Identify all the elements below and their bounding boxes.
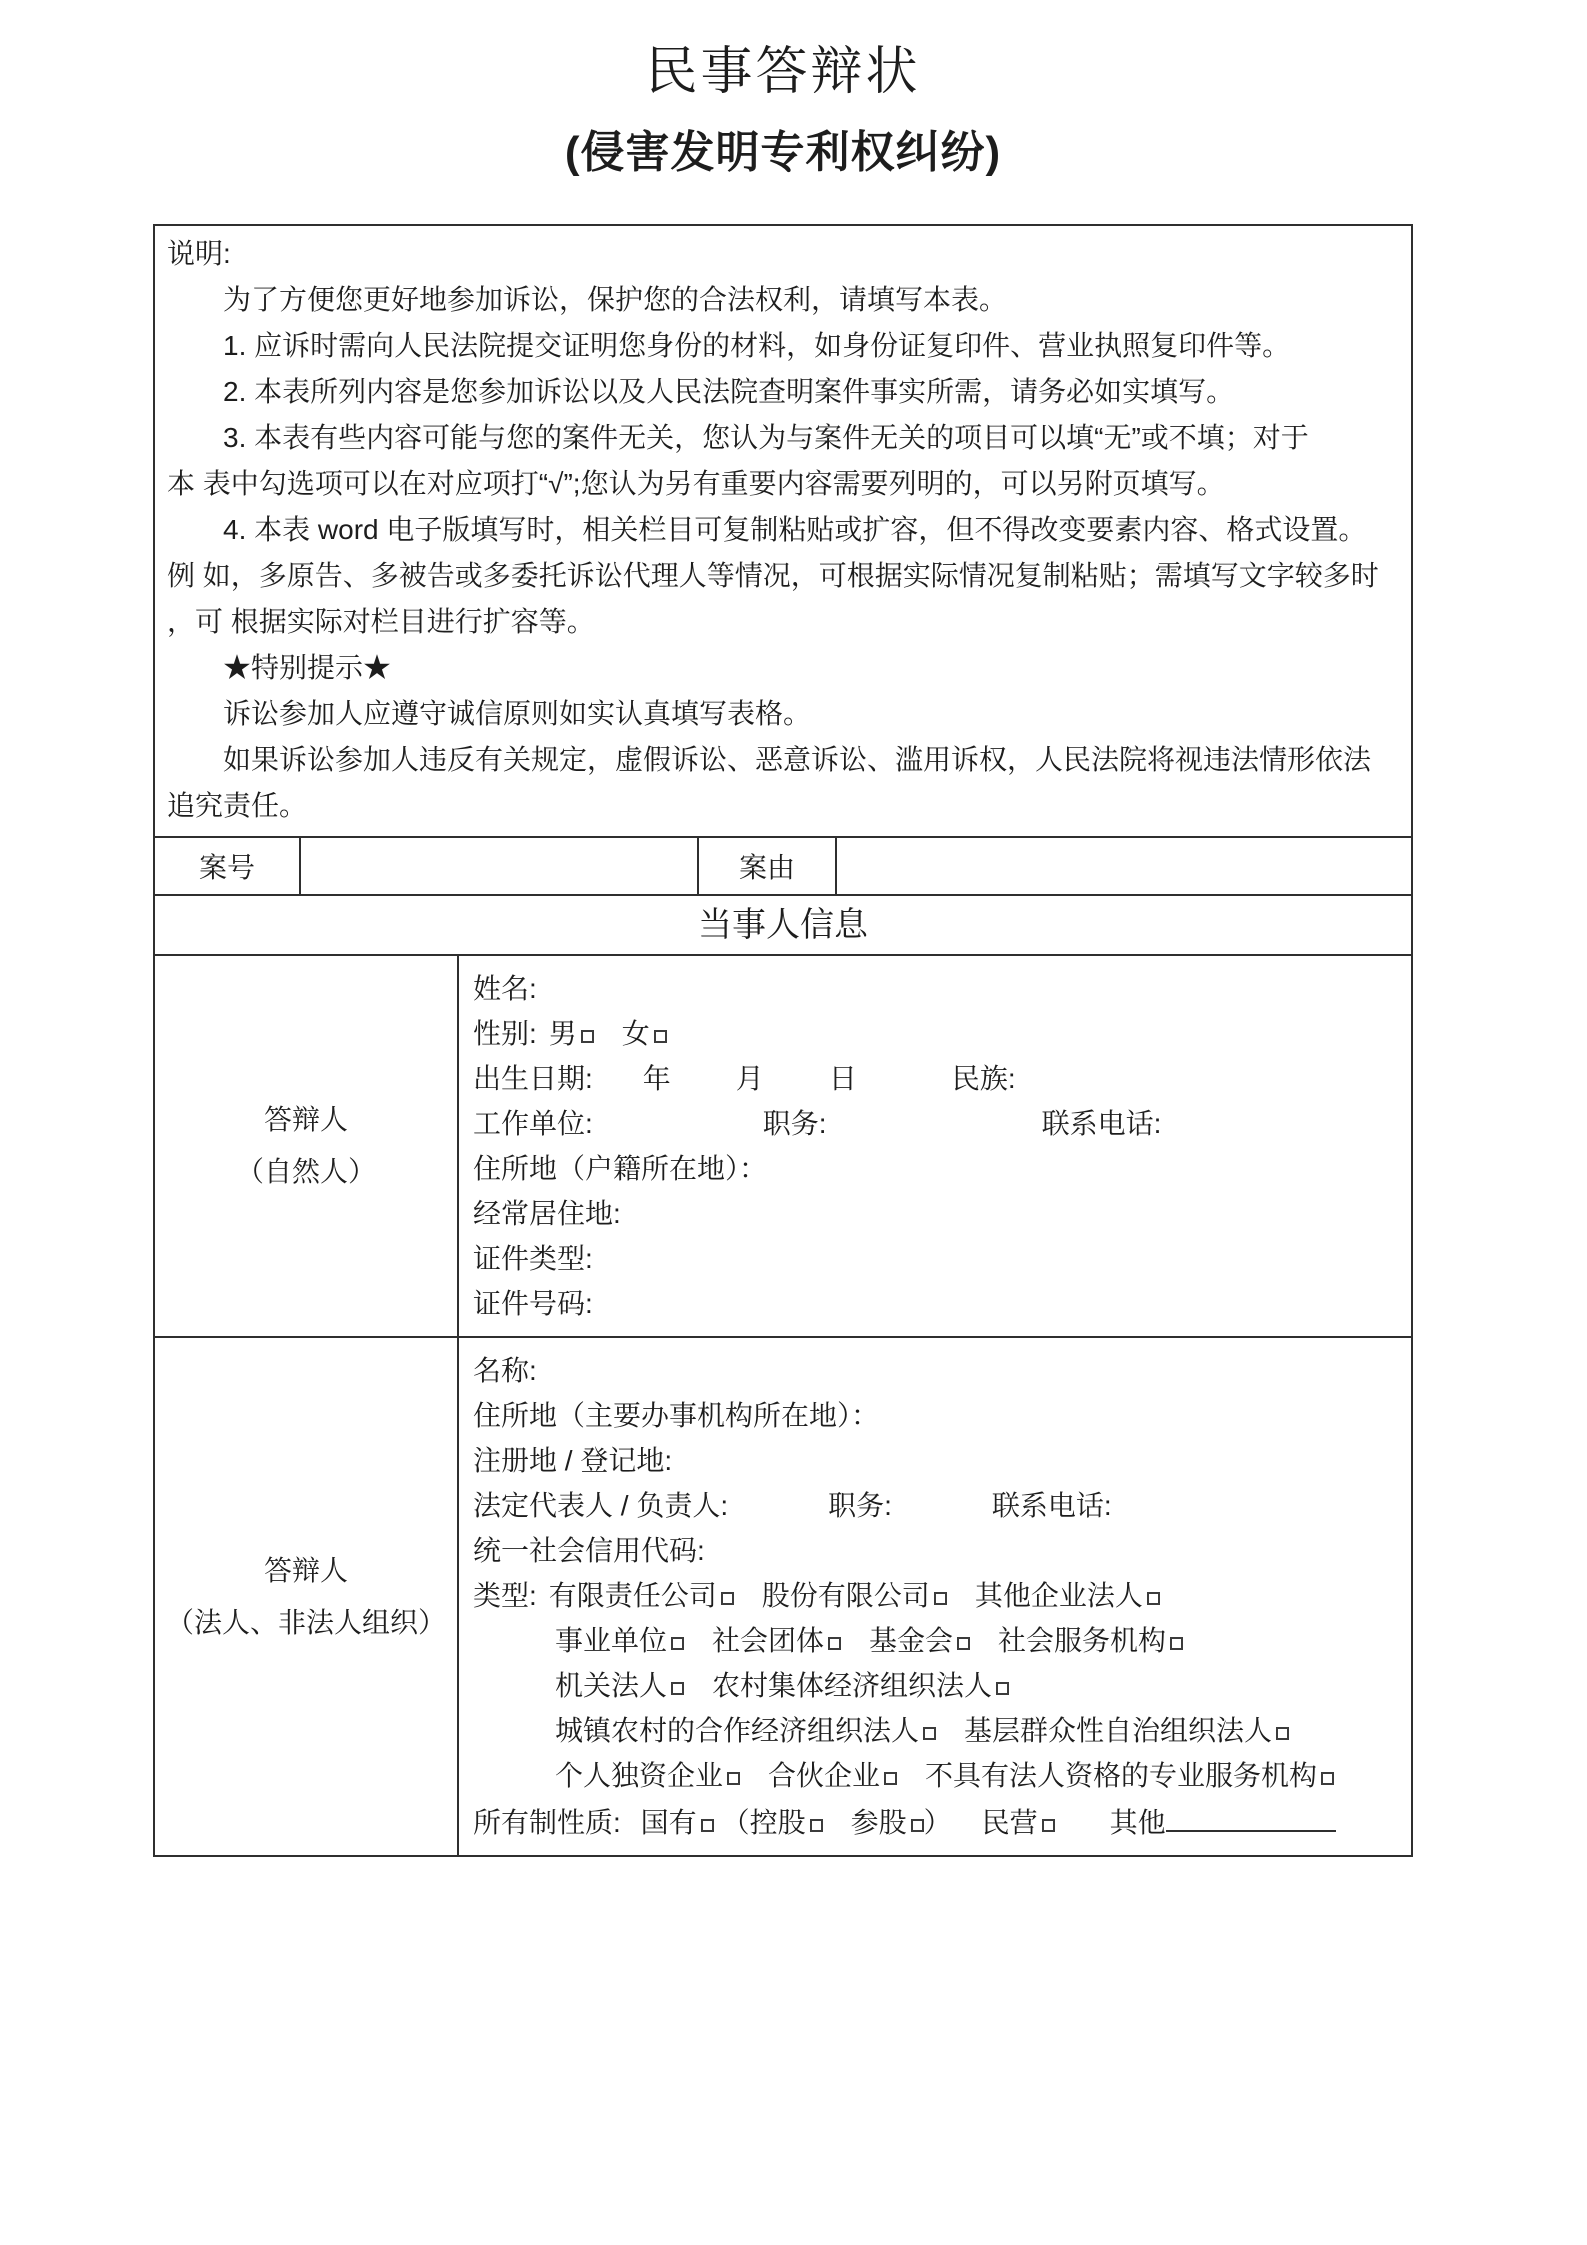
checkbox-option[interactable] xyxy=(549,1011,594,1056)
option-label: 机关法人 xyxy=(555,1670,668,1701)
instruction-line: 1. 应诉时需向人民法院提交证明您身份的材料，如身份证复印件、营业执照复印件等。 xyxy=(223,330,1291,361)
id-number-label: 证件号码: xyxy=(473,1288,593,1319)
org-name-field-line[interactable] xyxy=(473,1348,1403,1393)
checkbox-icon xyxy=(671,1637,684,1650)
org-name-label: 名称: xyxy=(473,1355,537,1386)
phone-label: 联系电话: xyxy=(1041,1108,1162,1139)
cause-of-action-label: 案由 xyxy=(699,838,837,894)
legal-rep-label: 法定代表人 / 负责人: xyxy=(473,1490,729,1521)
checkbox-icon xyxy=(1276,1727,1289,1740)
option-label: 社会团体 xyxy=(712,1625,825,1656)
other-blank-line[interactable] xyxy=(1166,1798,1336,1832)
document-body xyxy=(153,0,1413,1857)
option-label: 个人独资企业 xyxy=(555,1760,724,1791)
special-notice-heading: ★特别提示★ xyxy=(223,652,392,683)
legal-person-fields xyxy=(459,1338,1411,1855)
checkbox-option-private[interactable] xyxy=(982,1800,1055,1845)
checkbox-icon xyxy=(701,1819,714,1832)
instruction-line: 例 如，多原告、多被告或多委托诉讼代理人等情况，可根据实际情况复制粘贴；需填写文字较多时 xyxy=(167,560,1379,591)
checkbox-option[interactable] xyxy=(555,1618,684,1663)
checkbox-option[interactable] xyxy=(975,1573,1160,1618)
checkbox-option[interactable] xyxy=(925,1753,1334,1798)
option-label: 国有 xyxy=(640,1807,697,1838)
option-label: 参股 xyxy=(850,1807,907,1838)
birthdate-label: 出生日期: xyxy=(473,1063,593,1094)
checkbox-icon xyxy=(721,1592,734,1605)
gender-field-line xyxy=(473,1011,1403,1056)
org-registered-field-line[interactable] xyxy=(473,1438,1403,1483)
habitual-residence-label: 经常居住地: xyxy=(473,1198,621,1229)
case-number-label: 案号 xyxy=(155,838,301,894)
case-number-field[interactable] xyxy=(301,838,699,894)
paren-open: （ xyxy=(721,1807,750,1838)
instruction-line: 2. 本表所列内容是您参加诉讼以及人民法院查明案件事实所需，请务必如实填写。 xyxy=(223,376,1235,407)
instruction-line: 如果诉讼参加人违反有关规定，虚假诉讼、恶意诉讼、滥用诉权，人民法院将视违法情形依法 xyxy=(223,744,1372,775)
checkbox-icon xyxy=(1170,1637,1183,1650)
checkbox-icon xyxy=(934,1592,947,1605)
uscc-label: 统一社会信用代码: xyxy=(473,1535,705,1566)
checkbox-option[interactable] xyxy=(998,1618,1183,1663)
ethnicity-label: 民族: xyxy=(951,1063,1016,1094)
job-title-label: 职务: xyxy=(762,1108,827,1139)
checkbox-option[interactable] xyxy=(712,1618,841,1663)
checkbox-option[interactable] xyxy=(712,1663,1009,1708)
party-info-header: 当事人信息 xyxy=(153,896,1413,956)
checkbox-option[interactable] xyxy=(869,1618,970,1663)
natural-person-role-cell xyxy=(155,956,459,1336)
gender-checkbox-group xyxy=(549,1018,667,1049)
page-title: 民事答辩状 xyxy=(645,44,921,101)
checkbox-icon xyxy=(996,1682,1009,1695)
checkbox-option-state-owned[interactable] xyxy=(641,1800,714,1845)
page-subtitle: (侵害发明专利权纠纷) xyxy=(564,128,1002,177)
id-number-field-line[interactable] xyxy=(473,1281,1403,1326)
role-subtitle: （法人、非法人组织） xyxy=(165,1606,446,1638)
instruction-line: 追究责任。 xyxy=(167,790,308,821)
employer-field-line[interactable] xyxy=(473,1101,1403,1146)
ownership-label: 所有制性质: xyxy=(473,1807,621,1838)
checkbox-option[interactable] xyxy=(555,1708,936,1753)
day-label: 日 xyxy=(828,1063,857,1094)
uscc-field-line[interactable] xyxy=(473,1528,1403,1573)
instruction-line: 为了方便您更好地参加诉讼，保护您的合法权利，请填写本表。 xyxy=(223,284,1008,315)
option-label: 基金会 xyxy=(869,1625,954,1656)
id-type-label: 证件类型: xyxy=(473,1243,593,1274)
checkbox-icon xyxy=(1321,1772,1334,1785)
paren-close: ） xyxy=(923,1807,952,1838)
option-label: 城镇农村的合作经济组织法人 xyxy=(555,1715,920,1746)
legal-person-row xyxy=(153,1338,1413,1857)
instructions-box xyxy=(153,224,1413,838)
checkbox-option[interactable] xyxy=(964,1708,1289,1753)
company-type-row-5 xyxy=(555,1753,1403,1798)
instruction-line: 本 表中勾选项可以在对应项打“√”;您认为另有重要内容需要列明的，可以另附页填写。 xyxy=(167,468,1225,499)
checkbox-icon xyxy=(1147,1592,1160,1605)
gender-label: 性别: xyxy=(473,1018,537,1049)
year-label: 年 xyxy=(642,1063,671,1094)
checkbox-option[interactable] xyxy=(549,1573,734,1618)
checkbox-option[interactable] xyxy=(555,1753,740,1798)
option-label: 事业单位 xyxy=(555,1625,668,1656)
checkbox-icon xyxy=(828,1637,841,1650)
checkbox-icon xyxy=(810,1819,823,1832)
checkbox-option[interactable] xyxy=(768,1753,897,1798)
option-label: 合伙企业 xyxy=(768,1760,881,1791)
org-domicile-field-line[interactable] xyxy=(473,1393,1403,1438)
residence-label: 住所地（户籍所在地）： xyxy=(473,1153,768,1184)
checkbox-icon xyxy=(671,1682,684,1695)
option-label: 社会服务机构 xyxy=(998,1625,1167,1656)
option-label: 民营 xyxy=(981,1807,1038,1838)
instruction-line: 诉讼参加人应遵守诚信原则如实认真填写表格。 xyxy=(223,698,812,729)
checkbox-icon xyxy=(923,1727,936,1740)
checkbox-icon xyxy=(957,1637,970,1650)
option-label: 女 xyxy=(621,1018,650,1049)
option-label: 其他企业法人 xyxy=(974,1580,1143,1611)
name-label: 姓名: xyxy=(473,973,537,1004)
option-label: 股份有限公司 xyxy=(761,1580,930,1611)
company-type-row-3 xyxy=(555,1663,1403,1708)
role-title: 答辩人 xyxy=(263,1104,348,1135)
employer-label: 工作单位: xyxy=(473,1108,593,1139)
checkbox-icon xyxy=(581,1030,594,1043)
checkbox-icon xyxy=(1042,1819,1055,1832)
company-type-row-1 xyxy=(549,1580,1160,1611)
checkbox-option[interactable] xyxy=(762,1573,947,1618)
other-label: 其他 xyxy=(1109,1807,1166,1838)
org-registered-label: 注册地 / 登记地: xyxy=(473,1445,673,1476)
birthdate-field-line[interactable] xyxy=(473,1056,1403,1101)
company-type-row-2 xyxy=(555,1618,1403,1663)
cause-of-action-field[interactable] xyxy=(837,838,1411,894)
phone-label: 联系电话: xyxy=(991,1490,1112,1521)
residence-field-line[interactable] xyxy=(473,1146,1403,1191)
role-title: 答辩人 xyxy=(263,1554,348,1586)
option-label: 有限责任公司 xyxy=(548,1580,717,1611)
checkbox-icon xyxy=(911,1819,924,1832)
name-field-line[interactable] xyxy=(473,966,1403,1011)
instruction-line: ，可 根据实际对栏目进行扩容等。 xyxy=(167,606,595,637)
company-type-row-4 xyxy=(555,1708,1403,1753)
instruction-line: 4. 本表 word 电子版填写时，相关栏目可复制粘贴或扩容，但不得改变要素内容、格式设置。 xyxy=(223,514,1367,545)
legal-rep-field-line[interactable] xyxy=(473,1483,1403,1528)
option-label: 控股 xyxy=(749,1807,806,1838)
checkbox-option[interactable] xyxy=(555,1663,684,1708)
natural-person-fields xyxy=(459,956,1411,1336)
natural-person-row xyxy=(153,956,1413,1338)
case-row xyxy=(153,838,1413,896)
instruction-line: 3. 本表有些内容可能与您的案件无关，您认为与案件无关的项目可以填“无”或不填；对于 xyxy=(223,422,1309,453)
option-label: 基层群众性自治组织法人 xyxy=(964,1715,1273,1746)
job-title-label: 职务: xyxy=(828,1490,892,1521)
org-domicile-label: 住所地（主要办事机构所在地）： xyxy=(473,1400,880,1431)
org-type-field-line xyxy=(473,1573,1403,1618)
ownership-field-line xyxy=(473,1798,1403,1845)
checkbox-icon xyxy=(654,1030,667,1043)
habitual-residence-field-line[interactable] xyxy=(473,1191,1403,1236)
checkbox-option[interactable] xyxy=(622,1011,667,1056)
option-label: 不具有法人资格的专业服务机构 xyxy=(925,1760,1318,1791)
id-type-field-line[interactable] xyxy=(473,1236,1403,1281)
option-label: 男 xyxy=(548,1018,577,1049)
org-type-label: 类型: xyxy=(473,1580,537,1611)
month-label: 月 xyxy=(735,1063,764,1094)
checkbox-option-share[interactable] xyxy=(851,1800,924,1845)
option-label: 农村集体经济组织法人 xyxy=(712,1670,993,1701)
role-subtitle: （自然人） xyxy=(235,1156,376,1187)
checkbox-icon xyxy=(884,1772,897,1785)
checkbox-icon xyxy=(727,1772,740,1785)
checkbox-option-holding[interactable] xyxy=(750,1800,823,1845)
instructions-heading: 说明: xyxy=(167,238,231,269)
legal-person-role-cell xyxy=(155,1338,459,1855)
